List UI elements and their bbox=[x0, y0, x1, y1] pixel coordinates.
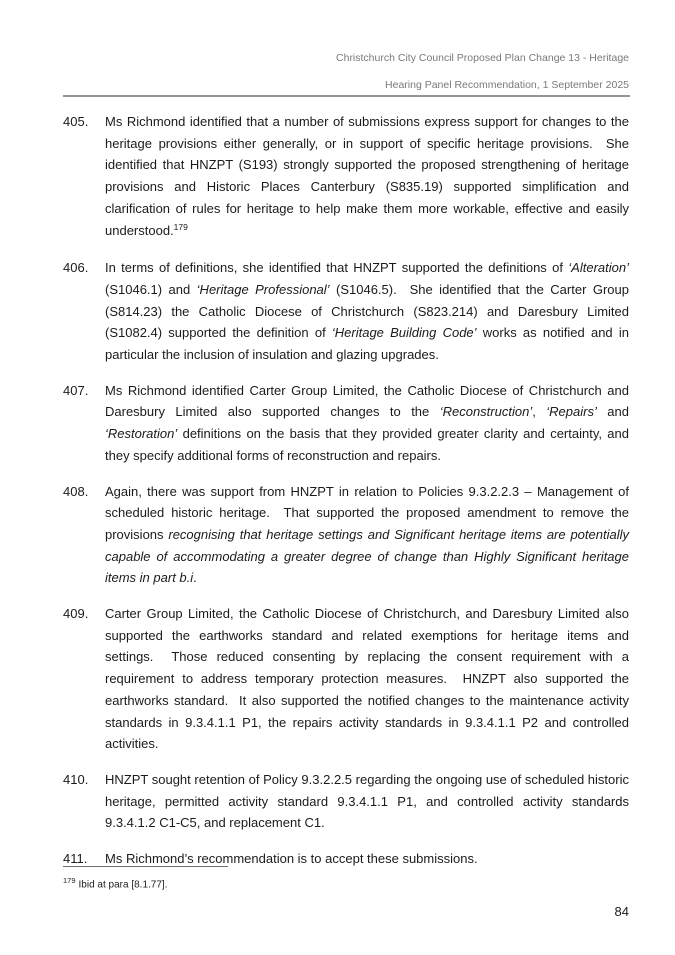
text-segment: ‘Repairs’ bbox=[546, 404, 597, 420]
page-number: 84 bbox=[614, 904, 629, 919]
paragraph bbox=[63, 603, 629, 755]
paragraph-text bbox=[105, 606, 629, 751]
text-segment: Carter Group Limited, the Catholic Diocese of Christchurch, and Daresbury Limited also supported the earthworks standard and related exemptions for heritage items and settings. Those reduced consenting by replacing the consent requirement with a requirement to address temporary protection measures. HNZPT also supported the earthworks standard. It also supported the notified changes to the maintenance activity standards in 9.3.4.1.1 P1, the repairs activity standards in 9.3.4.1.1 P2 and controlled activities. bbox=[105, 606, 629, 752]
footnote-ref: 179 bbox=[173, 222, 188, 233]
footnote bbox=[63, 876, 629, 890]
text-segment: recognising that heritage settings and Significant heritage items are potentially capable of accommodating a greater degree of change than Highly Significant heritage items in part b.i bbox=[105, 526, 629, 586]
paragraph-number: 407. bbox=[63, 382, 89, 398]
paragraph-text bbox=[105, 114, 629, 238]
paragraph-number: 405. bbox=[63, 114, 89, 129]
paragraph-text bbox=[105, 383, 629, 463]
paragraph-number: 406. bbox=[63, 260, 89, 276]
paragraph bbox=[63, 481, 629, 590]
paragraph-number: 410. bbox=[63, 771, 89, 787]
text-segment: ‘Alteration’ bbox=[568, 260, 629, 276]
text-segment: definitions on the basis that they provided greater clarity and certainty, and they specify additional forms of reconstruction and repairs. bbox=[105, 426, 629, 463]
paragraph-number: 411. bbox=[63, 851, 88, 867]
text-segment: . bbox=[193, 570, 197, 586]
text-segment: Again, there was support from HNZPT in relation to Policies 9.3.2.2.3 – Management of scheduled historic heritage. That supported the proposed amendment to remove the provisions bbox=[105, 483, 629, 542]
text-segment: (S1046.5). She identified that the Carter Group (S814.23) the Catholic Diocese of Christchurch (S823.214) and Daresbury Limited (S1082.4) supported the definition of bbox=[105, 281, 629, 341]
text-segment: Ms Richmond identified that a number of submissions express support for changes to the heritage provisions either generally, or in support of specific heritage provisions. She identified that HNZPT (S193) strongly supported the proposed strengthening of heritage provisions and Historic Places Canterbury (S835.19) supported simplification and clarification of rules for heritage to help make them more workable, effective and easily understood. bbox=[105, 114, 629, 238]
text-segment: ‘Heritage Professional’ bbox=[196, 281, 330, 297]
document-header bbox=[63, 52, 629, 91]
text-segment: ‘Reconstruction’ bbox=[439, 404, 533, 420]
header-subtitle: Hearing Panel Recommendation, 1 September 2025 bbox=[385, 79, 629, 91]
footnote-body-text: Ibid at para [8.1.77]. bbox=[78, 879, 168, 891]
paragraph-text bbox=[105, 851, 478, 866]
footnote-separator bbox=[63, 866, 228, 867]
text-segment: HNZPT sought retention of Policy 9.3.2.2.5 regarding the ongoing use of scheduled historic heritage, permitted activity standard 9.3.4.1.1 P1, and controlled activity standards 9.3.4.1.2 C1-C5, and replacement C1. bbox=[105, 771, 629, 831]
paragraph bbox=[63, 111, 629, 243]
text-segment: ‘Heritage Building Code’ bbox=[331, 325, 477, 341]
text-segment: Ms Richmond identified Carter Group Limited, the Catholic Diocese of Christchurch and Daresbury Limited also supported changes to the bbox=[105, 382, 629, 420]
text-segment: In terms of definitions, she identified that HNZPT supported the definitions of bbox=[105, 260, 569, 276]
paragraph-number: 409. bbox=[63, 606, 89, 622]
header-title: Christchurch City Council Proposed Plan Change 13 - Heritage bbox=[336, 52, 629, 64]
text-segment: , bbox=[532, 404, 547, 420]
text-segment: Ms Richmond’s recommendation is to accept these submissions. bbox=[105, 851, 478, 867]
paragraph bbox=[63, 257, 629, 366]
paragraph-text bbox=[105, 772, 629, 830]
paragraph bbox=[63, 769, 629, 834]
header-rule bbox=[63, 95, 630, 97]
paragraph bbox=[63, 380, 629, 467]
text-segment: works as notified and in particular the inclusion of insulation and glazing upgrades. bbox=[105, 325, 629, 363]
paragraph-text bbox=[105, 484, 629, 586]
document-body bbox=[63, 111, 629, 884]
footnote-section bbox=[63, 866, 629, 890]
text-segment: (S1046.1) and bbox=[105, 281, 197, 297]
paragraph-number: 408. bbox=[63, 483, 89, 499]
text-segment: ‘Restoration’ bbox=[105, 426, 178, 442]
text-segment: and bbox=[596, 404, 629, 420]
paragraph-text bbox=[105, 260, 629, 362]
footnote-marker: 179 bbox=[63, 876, 76, 885]
